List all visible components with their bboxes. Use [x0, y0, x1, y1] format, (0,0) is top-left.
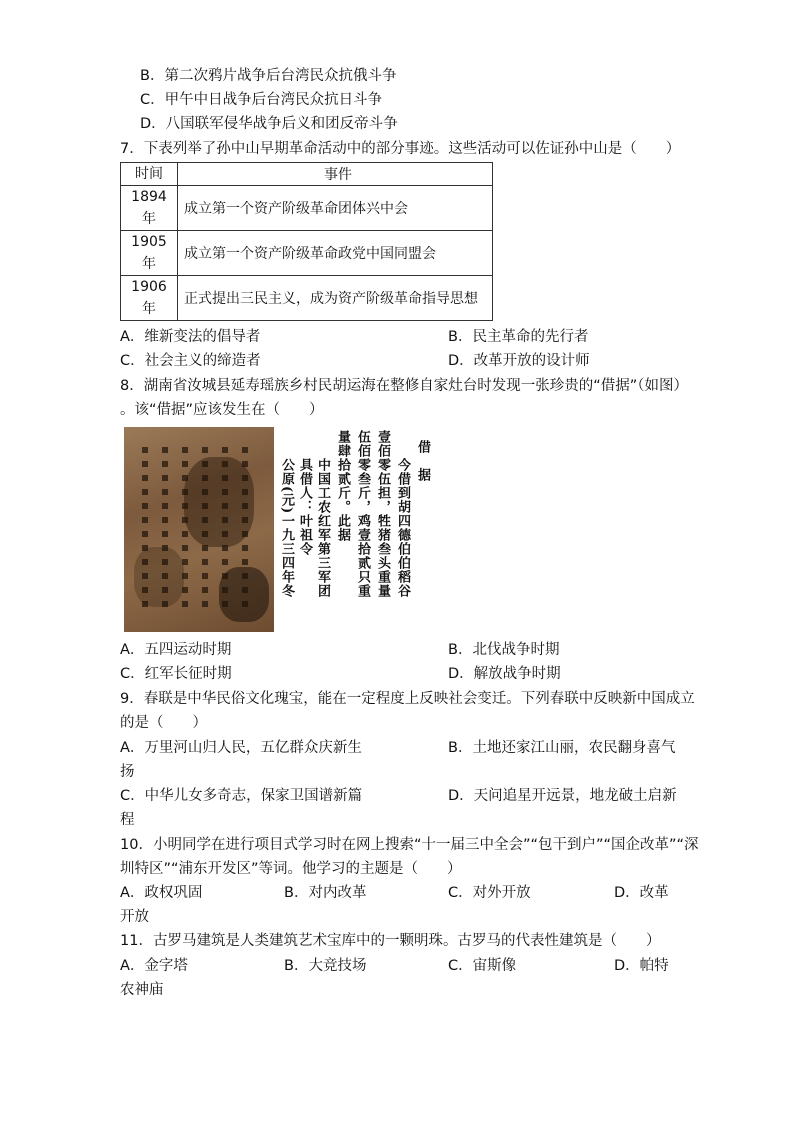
receipt-column: 今借到胡四德伯伯稻谷: [395, 458, 410, 598]
row-year-unit: 年: [142, 211, 156, 227]
receipt-column: 量肆拾贰斤。此据: [335, 430, 350, 542]
row-event: 成立第一个资产阶级革命政党中国同盟会: [178, 231, 493, 276]
q9-option-a: A．万里河山归人民，五亿群众庆新生: [120, 740, 362, 756]
q9-option-b: B．土地还家江山丽，农民翻身喜气: [448, 740, 676, 756]
q6-option-c: C．甲午中日战争后台湾民众抗日斗争: [140, 92, 383, 108]
row-year-unit: 年: [142, 256, 156, 272]
table-row: [121, 276, 493, 321]
q11-option-a: A．金字塔: [120, 958, 188, 974]
q9-option-d: D．天问追星开远景，地龙破土启新: [448, 788, 677, 804]
q11-stem: 11．古罗马建筑是人类建筑艺术宝库中的一颗明珠。古罗马的代表性建筑是（ ）: [120, 933, 661, 949]
q8-stem-line2: 。该“借据”应该发生在（ ）: [120, 402, 324, 418]
q10-stem-line2: 圳特区”“浦东开发区”等词。他学习的主题是（ ）: [120, 861, 462, 877]
row-year: 1906: [131, 279, 167, 295]
table-row: [121, 231, 493, 276]
receipt-photo: [124, 427, 274, 632]
q8-stem-line1: 8．湖南省汝城县延寿瑶族乡村民胡运海在整修自家灶台时发现一张珍贵的“借据”（如图）: [120, 378, 688, 394]
row-year: 1905: [131, 234, 167, 250]
receipt-column: 中国工农红军第三军团: [315, 458, 330, 598]
table-row: [121, 186, 493, 231]
q11-option-d-wrap: 农神庙: [120, 982, 164, 998]
q7-option-c: C．社会主义的缔造者: [120, 353, 261, 369]
q10-option-d: D．改革: [614, 885, 669, 901]
receipt-title: 借 据: [415, 440, 430, 482]
table-header-event: 事件: [178, 163, 493, 186]
q9-option-b-wrap: 扬: [120, 764, 135, 780]
q10-option-d-wrap: 开放: [120, 909, 149, 925]
q7-option-d: D．改革开放的设计师: [448, 353, 590, 369]
q9-option-c: C．中华儿女多奇志，保家卫国谱新篇: [120, 788, 363, 804]
table-header-time: 时间: [121, 163, 178, 186]
q9-stem-line2: 的是（ ）: [120, 715, 207, 731]
q8-option-d: D．解放战争时期: [448, 666, 561, 682]
q7-events-table: [120, 162, 493, 321]
row-event: 成立第一个资产阶级革命团体兴中会: [178, 186, 493, 231]
q9-stem-line1: 9．春联是中华民俗文化瑰宝，能在一定程度上反映社会变迁。下列春联中反映新中国成立: [120, 691, 695, 707]
q11-option-c: C．宙斯像: [448, 958, 517, 974]
q7-option-a: A．维新变法的倡导者: [120, 329, 261, 345]
q10-option-a: A．政权巩固: [120, 885, 203, 901]
q10-option-c: C．对外开放: [448, 885, 531, 901]
q6-option-d: D．八国联军侵华战争后义和团反帝斗争: [140, 116, 398, 132]
receipt-column: 伍佰零叁斤，鸡壹拾贰只重: [355, 430, 370, 598]
q8-option-a: A．五四运动时期: [120, 642, 232, 658]
q8-option-c: C．红军长征时期: [120, 666, 232, 682]
q7-stem: 7．下表列举了孙中山早期革命活动中的部分事迹。这些活动可以佐证孙中山是（ ）: [120, 141, 681, 157]
q8-option-b: B．北伐战争时期: [448, 642, 560, 658]
row-event: 正式提出三民主义，成为资产阶级革命指导思想: [178, 276, 493, 321]
q11-option-b: B．大竞技场: [284, 958, 367, 974]
receipt-column: 具借人：叶祖令: [297, 458, 312, 556]
row-year: 1894: [131, 189, 167, 205]
q7-option-b: B．民主革命的先行者: [448, 329, 589, 345]
receipt-column: 公原(元)一九三四年冬: [279, 458, 294, 599]
q10-option-b: B．对内改革: [284, 885, 367, 901]
q6-option-b: B．第二次鸦片战争后台湾民众抗俄斗争: [140, 68, 397, 84]
row-year-unit: 年: [142, 301, 156, 317]
q10-stem-line1: 10．小明同学在进行项目式学习时在网上搜索“十一届三中全会”“包干到户”“国企改革”“深: [120, 837, 699, 853]
receipt-column: 壹佰零伍担，牲猪叁头重量: [375, 430, 390, 598]
q9-option-d-wrap: 程: [120, 812, 135, 828]
q11-option-d: D．帕特: [614, 958, 669, 974]
